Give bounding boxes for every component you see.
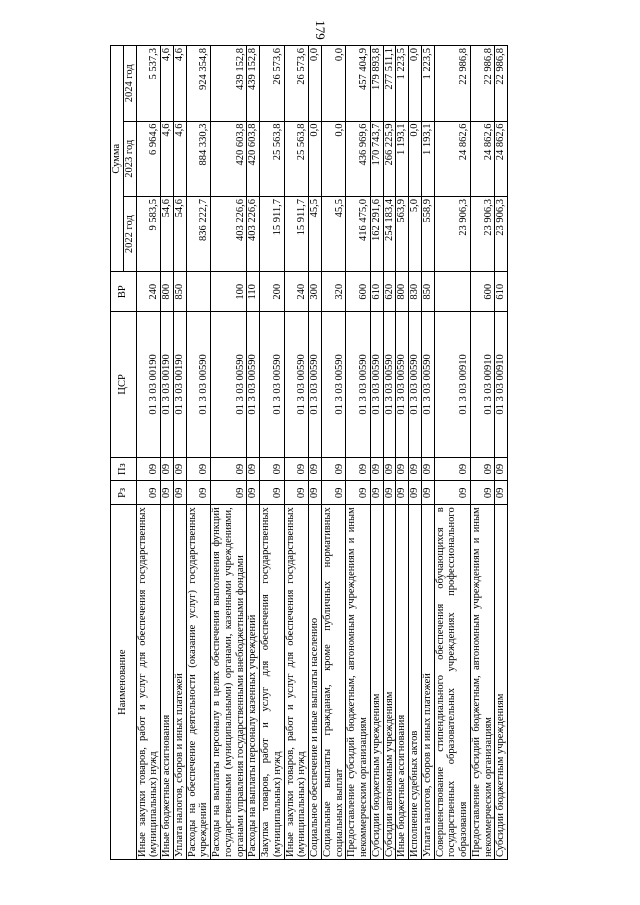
row-sum-2022: 403 226,6	[211, 196, 247, 271]
row-name: Расходы на выплаты персоналу в целях обеспечения выполнения функций государственными (муниципальными) органами, казенными учреждениями, органами управления государственными внебюджетными фондами	[211, 505, 247, 860]
table-row	[309, 46, 322, 860]
row-csr: 01 3 03 00590	[260, 312, 285, 458]
row-vr: 610	[370, 272, 383, 312]
row-sum-2024: 22 986,8	[470, 46, 495, 122]
row-name: Исполнение судебных актов	[409, 505, 422, 860]
table-row	[421, 46, 434, 860]
rotated-table	[110, 45, 588, 860]
row-name: Предоставление субсидий бюджетным, автономным учреждениям и иным некоммерческим организациям	[346, 505, 371, 860]
row-sum-2024: 22 986,8	[434, 46, 470, 122]
row-vr: 830	[409, 272, 422, 312]
row-pr: 09	[260, 457, 285, 481]
row-sum-2022: 558,9	[421, 196, 434, 271]
table-row	[211, 46, 247, 860]
row-sum-2024: 4,6	[161, 46, 174, 122]
row-vr: 600	[346, 272, 371, 312]
row-name: Расходы на обеспечение деятельности (оказание услуг) государственных учреждений	[186, 505, 211, 860]
row-name: Уплата налогов, сборов и иных платежей	[421, 505, 434, 860]
table-row	[247, 46, 260, 860]
row-csr: 01 3 03 00590	[346, 312, 371, 458]
row-pr: 09	[370, 457, 383, 481]
row-sum-2023: 6 964,6	[136, 121, 161, 196]
row-rz: 09	[383, 481, 396, 505]
row-sum-2024: 26 573,6	[260, 46, 285, 122]
row-sum-2024: 0,0	[321, 46, 346, 122]
row-sum-2022: 416 475,0	[346, 196, 371, 271]
row-rz: 09	[370, 481, 383, 505]
header-2023: 2023 год	[123, 121, 136, 196]
row-sum-2023: 0,0	[321, 121, 346, 196]
row-csr: 01 3 03 00190	[161, 312, 174, 458]
row-rz: 09	[173, 481, 186, 505]
row-vr: 110	[247, 272, 260, 312]
row-sum-2024: 1 223,5	[421, 46, 434, 122]
row-pr: 09	[136, 457, 161, 481]
row-sum-2023: 24 862,6	[434, 121, 470, 196]
row-pr: 09	[173, 457, 186, 481]
budget-table-container	[110, 45, 588, 860]
row-vr: 240	[284, 272, 309, 312]
row-sum-2022: 54,6	[161, 196, 174, 271]
budget-table	[110, 45, 508, 860]
row-pr: 09	[346, 457, 371, 481]
row-name: Совершенствование стипендиального обеспечения обучающихся в государственных образовательных учреждениях профессионального образования	[434, 505, 470, 860]
header-vr: ВР	[111, 272, 137, 312]
table-row	[173, 46, 186, 860]
row-name: Иные закупки товаров, работ и услуг для обеспечения государственных (муниципальных) нужд	[284, 505, 309, 860]
row-pr: 09	[309, 457, 322, 481]
row-vr: 320	[321, 272, 346, 312]
row-vr: 300	[309, 272, 322, 312]
row-rz: 09	[161, 481, 174, 505]
row-csr: 01 3 03 00590	[396, 312, 409, 458]
row-vr	[434, 272, 470, 312]
row-sum-2022: 162 291,6	[370, 196, 383, 271]
row-vr: 200	[260, 272, 285, 312]
row-pr: 09	[421, 457, 434, 481]
row-vr	[186, 272, 211, 312]
row-pr: 09	[247, 457, 260, 481]
page-number: 179	[312, 20, 328, 40]
row-vr: 620	[383, 272, 396, 312]
table-row	[186, 46, 211, 860]
row-sum-2024: 457 404,9	[346, 46, 371, 122]
header-2022: 2022 год	[123, 196, 136, 271]
table-row	[396, 46, 409, 860]
row-name: Субсидии бюджетным учреждениям	[370, 505, 383, 860]
row-sum-2023: 0,0	[309, 121, 322, 196]
row-pr: 09	[211, 457, 247, 481]
row-csr: 01 3 03 00590	[247, 312, 260, 458]
row-rz: 09	[309, 481, 322, 505]
row-csr: 01 3 03 00590	[409, 312, 422, 458]
table-row	[136, 46, 161, 860]
row-name: Субсидии бюджетным учреждениям	[495, 505, 508, 860]
row-sum-2022: 836 222,7	[186, 196, 211, 271]
row-sum-2023: 25 563,8	[284, 121, 309, 196]
row-sum-2024: 439 152,8	[211, 46, 247, 122]
row-sum-2022: 5,0	[409, 196, 422, 271]
row-pr: 09	[284, 457, 309, 481]
row-sum-2023: 420 603,8	[247, 121, 260, 196]
row-pr: 09	[161, 457, 174, 481]
row-csr: 01 3 03 00190	[136, 312, 161, 458]
row-rz: 09	[409, 481, 422, 505]
row-sum-2022: 54,6	[173, 196, 186, 271]
row-sum-2022: 45,5	[309, 196, 322, 271]
row-pr: 09	[186, 457, 211, 481]
row-vr: 850	[173, 272, 186, 312]
row-name: Иные бюджетные ассигнования	[161, 505, 174, 860]
row-sum-2024: 439 152,8	[247, 46, 260, 122]
table-row	[383, 46, 396, 860]
row-sum-2024: 0,0	[409, 46, 422, 122]
row-csr: 01 3 03 00590	[370, 312, 383, 458]
table-row	[370, 46, 383, 860]
row-pr: 09	[321, 457, 346, 481]
table-row	[161, 46, 174, 860]
header-pr: Пз	[111, 457, 137, 481]
row-vr: 610	[495, 272, 508, 312]
row-sum-2023: 24 862,6	[470, 121, 495, 196]
row-sum-2024: 179 893,8	[370, 46, 383, 122]
table-row	[409, 46, 422, 860]
row-vr: 600	[470, 272, 495, 312]
row-rz: 09	[421, 481, 434, 505]
header-csr: ЦСР	[111, 312, 137, 458]
row-rz: 09	[247, 481, 260, 505]
row-sum-2023: 4,6	[173, 121, 186, 196]
header-2024: 2024 год	[123, 46, 136, 122]
row-csr: 01 3 03 00590	[421, 312, 434, 458]
row-csr: 01 3 03 00590	[309, 312, 322, 458]
row-sum-2022: 23 906,3	[434, 196, 470, 271]
row-csr: 01 3 03 00910	[434, 312, 470, 458]
table-body	[136, 46, 508, 860]
row-vr: 240	[136, 272, 161, 312]
row-name: Уплата налогов, сборов и иных платежей	[173, 505, 186, 860]
table-row	[495, 46, 508, 860]
row-csr: 01 3 03 00590	[211, 312, 247, 458]
row-pr: 09	[396, 457, 409, 481]
row-vr: 800	[161, 272, 174, 312]
table-row	[260, 46, 285, 860]
row-sum-2022: 23 906,3	[495, 196, 508, 271]
row-sum-2023: 25 563,8	[260, 121, 285, 196]
row-name: Социальное обеспечение и иные выплаты населению	[309, 505, 322, 860]
row-pr: 09	[495, 457, 508, 481]
table-row	[346, 46, 371, 860]
row-rz: 09	[470, 481, 495, 505]
row-pr: 09	[434, 457, 470, 481]
table-row	[470, 46, 495, 860]
row-sum-2022: 23 906,3	[470, 196, 495, 271]
row-sum-2022: 15 911,7	[284, 196, 309, 271]
row-rz: 09	[284, 481, 309, 505]
row-rz: 09	[211, 481, 247, 505]
row-csr: 01 3 03 00910	[495, 312, 508, 458]
row-rz: 09	[186, 481, 211, 505]
row-csr: 01 3 03 00190	[173, 312, 186, 458]
row-sum-2024: 924 354,8	[186, 46, 211, 122]
row-sum-2023: 24 862,6	[495, 121, 508, 196]
row-rz: 09	[321, 481, 346, 505]
table-row	[321, 46, 346, 860]
row-sum-2023: 436 969,6	[346, 121, 371, 196]
row-name: Закупка товаров, работ и услуг для обеспечения государственных (муниципальных) нужд	[260, 505, 285, 860]
table-header	[111, 46, 137, 860]
row-sum-2022: 563,9	[396, 196, 409, 271]
row-sum-2024: 22 986,8	[495, 46, 508, 122]
table-row	[284, 46, 309, 860]
row-sum-2023: 266 225,9	[383, 121, 396, 196]
row-csr: 01 3 03 00590	[284, 312, 309, 458]
row-pr: 09	[470, 457, 495, 481]
row-rz: 09	[495, 481, 508, 505]
row-sum-2023: 170 743,7	[370, 121, 383, 196]
row-sum-2022: 9 583,5	[136, 196, 161, 271]
row-name: Расходы на выплаты персоналу казенных учреждений	[247, 505, 260, 860]
row-csr: 01 3 03 00590	[383, 312, 396, 458]
row-sum-2024: 5 537,3	[136, 46, 161, 122]
row-pr: 09	[409, 457, 422, 481]
row-sum-2024: 0,0	[309, 46, 322, 122]
row-sum-2024: 4,6	[173, 46, 186, 122]
table-row	[434, 46, 470, 860]
row-vr: 100	[211, 272, 247, 312]
row-rz: 09	[346, 481, 371, 505]
row-name: Социальные выплаты гражданам, кроме публичных нормативных социальных выплат	[321, 505, 346, 860]
row-rz: 09	[396, 481, 409, 505]
row-sum-2024: 1 223,5	[396, 46, 409, 122]
row-name: Иные закупки товаров, работ и услуг для обеспечения государственных (муниципальных) нужд	[136, 505, 161, 860]
row-rz: 09	[260, 481, 285, 505]
row-rz: 09	[136, 481, 161, 505]
header-sum: Сумма	[111, 46, 124, 272]
row-sum-2023: 4,6	[161, 121, 174, 196]
row-name: Субсидии автономным учреждениям	[383, 505, 396, 860]
row-name: Предоставление субсидий бюджетным, автономным учреждениям и иным некоммерческим организациям	[470, 505, 495, 860]
row-sum-2024: 277 511,1	[383, 46, 396, 122]
row-sum-2023: 1 193,1	[396, 121, 409, 196]
row-sum-2022: 45,5	[321, 196, 346, 271]
row-csr: 01 3 03 00910	[470, 312, 495, 458]
row-name: Иные бюджетные ассигнования	[396, 505, 409, 860]
row-sum-2023: 420 603,8	[211, 121, 247, 196]
row-sum-2022: 15 911,7	[260, 196, 285, 271]
row-sum-2023: 1 193,1	[421, 121, 434, 196]
row-vr: 800	[396, 272, 409, 312]
row-csr: 01 3 03 00590	[321, 312, 346, 458]
row-vr: 850	[421, 272, 434, 312]
header-name: Наименование	[111, 505, 137, 860]
header-rz: Рз	[111, 481, 137, 505]
row-pr: 09	[383, 457, 396, 481]
row-sum-2022: 254 183,4	[383, 196, 396, 271]
row-sum-2024: 26 573,6	[284, 46, 309, 122]
row-csr: 01 3 03 00590	[186, 312, 211, 458]
row-sum-2023: 884 330,3	[186, 121, 211, 196]
row-sum-2023: 0,0	[409, 121, 422, 196]
row-sum-2022: 403 226,6	[247, 196, 260, 271]
row-rz: 09	[434, 481, 470, 505]
